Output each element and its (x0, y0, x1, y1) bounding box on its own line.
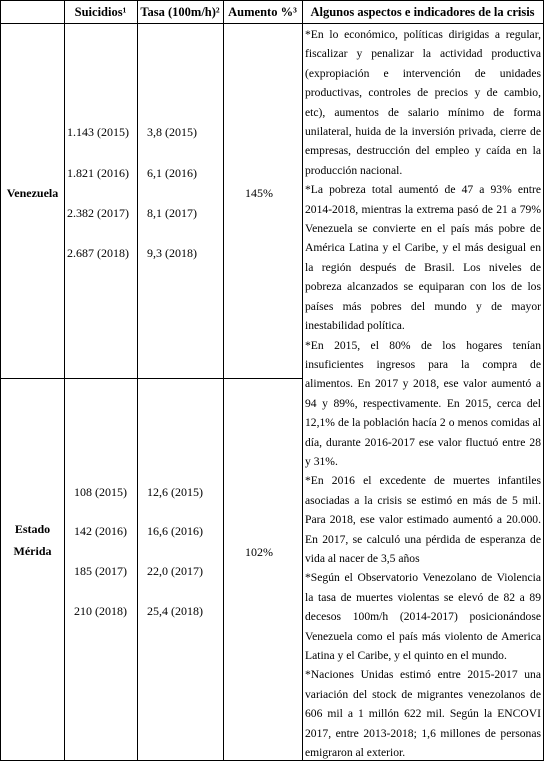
region-estado-merida (1, 518, 64, 562)
header-aumento: Aumento %³ (228, 4, 297, 19)
aspect-paragraph: *En 2016 el excedente de muertes infantiles asociadas a la crisis se estimó en más de 5 mil. Para 2018, ese valor estimado aumentó a 20.000. En 2017, se calculó una pérdida de esperanza de vida al nacer de 3,5 años (305, 474, 541, 565)
table-divider (223, 0, 224, 761)
tasa-value: 6,1 (2016) (147, 166, 197, 180)
row-divider (0, 378, 303, 379)
tasa-value: 12,6 (2015) (147, 485, 203, 499)
header-suicidios: Suicidios¹ (74, 4, 127, 19)
header-divider (0, 23, 544, 24)
aumento-value: 145% (245, 186, 273, 200)
suicidios-value: 2.382 (2017) (67, 206, 129, 220)
suicidios-value: 2.687 (2018) (67, 246, 129, 260)
aspect-paragraph: *En lo económico, políticas dirigidas a regular, fiscalizar y penalizar la actividad productiva (expropiación e intervención de unidades productivas, controles de precios y de cambio, etc), aumentos de salario mínimo de forma unilateral, huida de la inversión privada, cierre de empresas, destrucción del empleo y caída en la producción nacional. (305, 28, 541, 177)
aumento-value: 102% (245, 545, 273, 559)
tasa-value: 9,3 (2018) (147, 246, 197, 260)
suicidios-value: 108 (2015) (74, 485, 127, 499)
table-divider (137, 0, 138, 761)
region-label-line2: Mérida (13, 544, 52, 558)
suicidios-value: 1.143 (2015) (67, 125, 129, 139)
table-divider (302, 0, 303, 761)
region-label-line1: Estado (14, 522, 51, 536)
table-border-left (0, 0, 1, 761)
aspect-paragraph: *En 2015, el 80% de los hogares tenían insuficientes ingresos para la compra de alimentos. En 2017 y 2018, ese valor aumentó a 94 y 89%, respectivamente. En 2015, cerca del 12,1% de la población hacía 2 o menos comidas al día, durante 2016-2017 ese valor fluctuó entre 28 y 31%. (305, 338, 541, 468)
crisis-aspects-text (305, 25, 541, 762)
table-divider (64, 0, 65, 761)
suicidios-value: 185 (2017) (74, 564, 127, 578)
suicidios-value: 142 (2016) (74, 524, 127, 538)
tasa-value: 3,8 (2015) (147, 125, 197, 139)
header-tasa: Tasa (100m/h)² (140, 4, 220, 19)
table-border-top (0, 0, 544, 1)
tasa-value: 8,1 (2017) (147, 206, 197, 220)
tasa-value: 16,6 (2016) (147, 524, 203, 538)
aspect-paragraph: *La pobreza total aumentó de 47 a 93% entre 2014-2018, mientras la extrema pasó de 21 a 79% Venezuela se convierte en el país más pobre de América Latina y el Caribe, y el más desigual en la región después de Brasil. Los niveles de pobreza alcanzados se equiparan con los de los países más pobres del mundo y de mayor inestabilidad política. (305, 183, 541, 333)
tasa-value: 25,4 (2018) (147, 604, 203, 618)
aspect-paragraph: *Según el Observatorio Venezolano de Violencia la tasa de muertes violentas se elevó de 82 a 89 decesos 100m/h (2014-2017) posicionándose Venezuela como el país más violento de America Latina y el Caribe, y el quinto en el mundo. (305, 571, 541, 662)
region-venezuela: Venezuela (6, 186, 59, 200)
aspect-paragraph: *Naciones Unidas estimó entre 2015-2017 una variación del stock de migrantes venezolanos de 606 mil a 1 millón 622 mil. Según la ENCOVI 2017, entre 2013-2018; 1,6 millones de personas emigraron al exterior. (305, 668, 541, 760)
tasa-value: 22,0 (2017) (147, 564, 203, 578)
suicidios-value: 1.821 (2016) (67, 166, 129, 180)
header-aspectos: Algunos aspectos e indicadores de la crisis (310, 4, 535, 19)
suicidios-value: 210 (2018) (74, 604, 127, 618)
